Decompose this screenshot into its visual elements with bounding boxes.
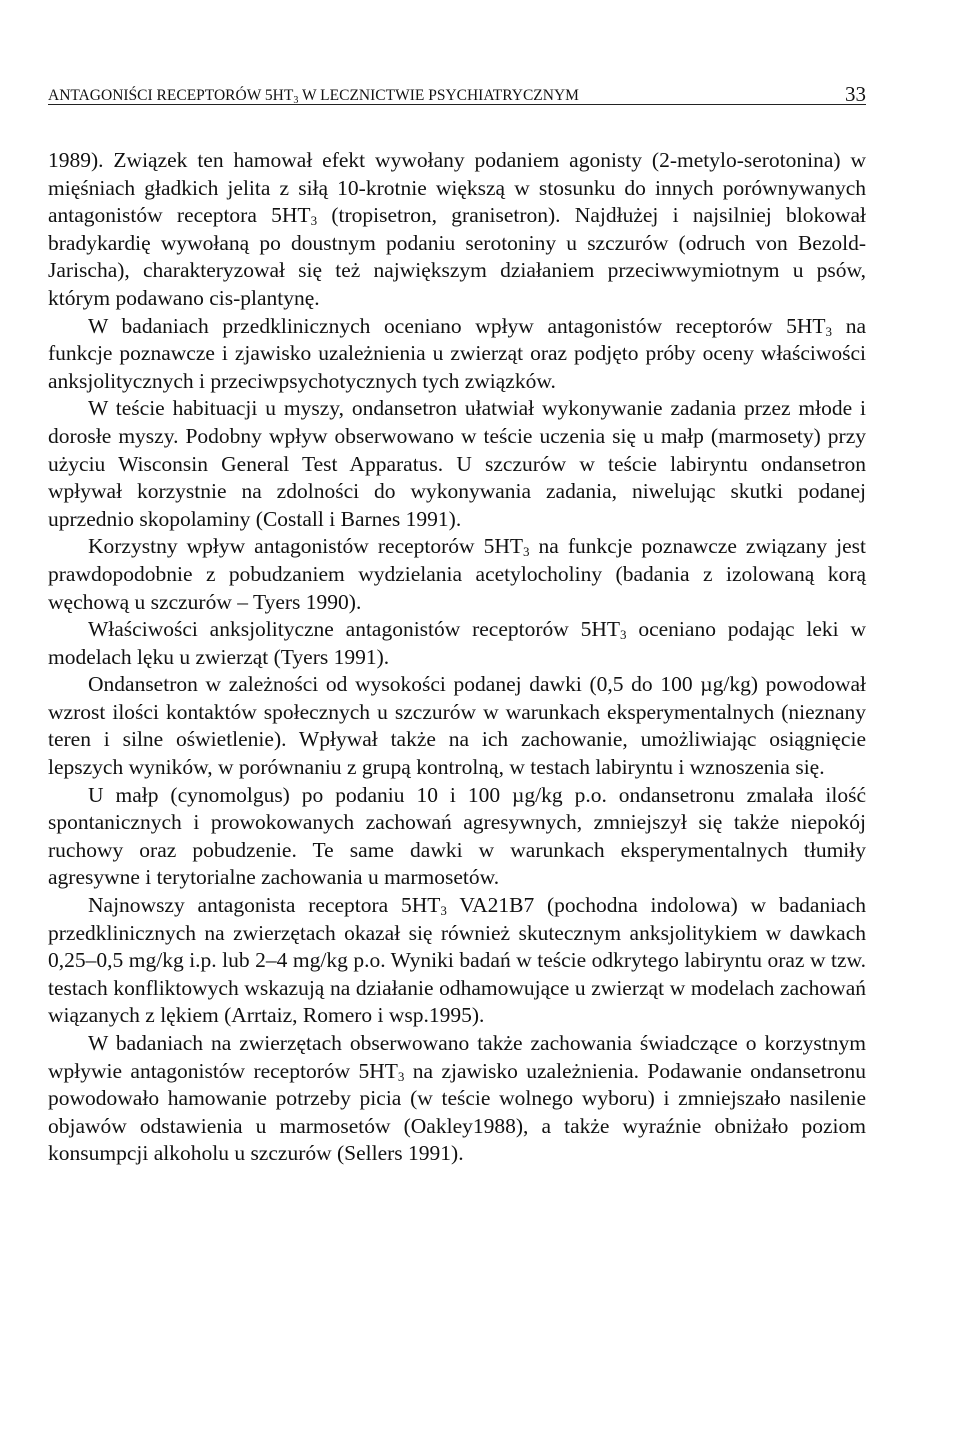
subscript: 3 xyxy=(620,627,627,643)
header-title-text-end: W LECZNICTWIE PSYCHIATRYCZNYM xyxy=(298,87,579,104)
paragraph-text: W badaniach przedklinicznych oceniano wpływ antagonistów receptorów 5HT xyxy=(88,313,826,338)
paragraph-text: Najnowszy antagonista receptora 5HT xyxy=(88,893,441,918)
paragraph-text: VA21B7 (pochodna indolowa) w badaniach przedklinicznych na zwierzętach okazał się również skutecznym anksjolitykiem w dawkach 0,25–0,5 mg/kg i.p. lub 2–4 mg/kg p.o. Wyniki badań w teście odkrytego labiryntu oraz w tzw. testach konfliktowych wskazują na działanie odhamowujące u zwierząt w modelach zachowań wiązanych z lękiem (Arrtaiz, Romero i wsp.1995). xyxy=(48,893,866,1028)
paragraph-text: Ondansetron w zależności od wysokości podanej dawki (0,5 do 100 µg/kg) powodował wzrost ilości kontaktów społecznych u szczurów w warunkach eksperymentalnych (nieznany teren i silne oświetlenie). Wpływał także na ich zachowanie, umożliwiając osiągnięcie lepszych wyników, w porównaniu z grupą kontrolną, w testach labiryntu i wznoszenia się. xyxy=(48,672,866,780)
paragraph-text: Korzystny wpływ antagonistów receptorów 5HT xyxy=(88,534,524,559)
paragraph xyxy=(48,395,866,533)
paragraph xyxy=(48,1030,866,1168)
running-header xyxy=(48,74,866,105)
paragraph-text: na funkcje poznawcze związany jest prawdopodobnie z pobudzaniem wydzielania acetylocholiny (badania z izolowaną korą węchową u szczurów – Tyers 1990). xyxy=(48,534,866,614)
subscript: 3 xyxy=(825,323,833,339)
paragraph xyxy=(48,616,866,671)
subscript: 3 xyxy=(440,903,447,919)
page-number: 33 xyxy=(845,82,866,106)
paragraph xyxy=(48,313,866,396)
body-text xyxy=(48,147,866,1168)
document-page xyxy=(48,74,866,1168)
paragraph-text: Właściwości anksjolityczne antagonistów receptorów 5HT xyxy=(88,617,621,642)
subscript: 3 xyxy=(397,1068,405,1084)
header-title-subscript: 3 xyxy=(293,95,299,106)
paragraph xyxy=(48,671,866,781)
paragraph xyxy=(48,533,866,616)
paragraph-text: oceniano podając leki w modelach lęku u zwierząt (Tyers 1991). xyxy=(48,617,866,669)
paragraph-text: W teście habituacji u myszy, ondansetron ułatwiał wykonywanie zadania przez młode i dorosłe myszy. Podobny wpływ obserwowano w teście uczenia się u małp (marmosety) przy użyciu Wisconsin General Test Apparatus. U szczurów w teście labiryntu ondansetron wpływał korzystnie na zdolności do wykonywania zadania, niwelując skutki podanej uprzednio skopolaminy (Costall i Barnes 1991). xyxy=(48,396,866,531)
header-title-text: ANTAGONIŚCI RECEPTORÓW 5HT xyxy=(48,87,294,104)
paragraph-text: na zjawisko uzależnienia. Podawanie ondansetronu powodowało hamowanie potrzeby picia (w teście wolnego wyboru) i zmniejszało nasilenie objawów odstawienia u marmosetów (Oakley1988), a także wyraźnie obniżało poziom konsumpcji alkoholu u szczurów (Sellers 1991). xyxy=(48,1058,866,1166)
running-header-title xyxy=(48,87,579,105)
paragraph-text: (tropisetron, granisetron). Najdłużej i najsilniej blokował bradykardię wywołaną po doustnym podaniu serotoniny u szczurów (odruch von Bezold-Jarischa), charakteryzował się też największym działaniem przeciwwymiotnym u psów, którym podawano cis-plantynę. xyxy=(48,203,866,310)
subscript: 3 xyxy=(310,213,318,229)
paragraph-text: 1989). Związek ten hamował efekt wywołany podaniem agonisty (2-metylo-serotonina) w mięśniach gładkich jelita z siłą 10-krotnie większą w stosunku do innych porównywanych antagonistów receptora 5HT xyxy=(48,148,866,228)
paragraph-text: W badaniach na zwierzętach obserwowano także zachowania świadczące o korzystnym wpływie antagonistów receptorów 5HT xyxy=(48,1031,866,1083)
paragraph xyxy=(48,892,866,1030)
paragraph xyxy=(48,782,866,892)
paragraph-text: na funkcje poznawcze i zjawisko uzależnienia u zwierząt oraz podjęto próby oceny właściwości anksjolitycznych i przeciwpsychotycznych tych związków. xyxy=(48,313,866,393)
paragraph xyxy=(48,147,866,313)
paragraph-text: U małp (cynomolgus) po podaniu 10 i 100 µg/kg p.o. ondansetronu zmalała ilość spontanicznych i prowokowanych zachowań agresywnych, zmniejszył się także niepokój ruchowy oraz pobudzenie. Te same dawki w warunkach eksperymentalnych tłumiły agresywne i terytorialne zachowania u marmosetów. xyxy=(48,782,866,890)
subscript: 3 xyxy=(523,544,530,560)
